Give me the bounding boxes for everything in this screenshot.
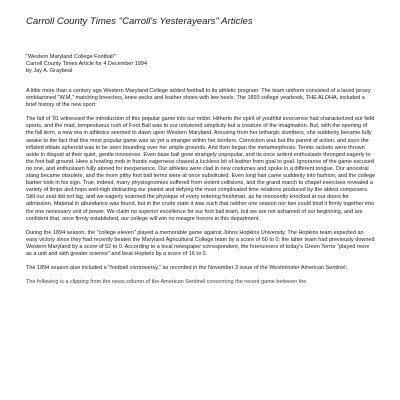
article-header xyxy=(26,54,376,75)
paragraph-1894-season: During the 1894 season, the "college eleven" played a memorable game against Johns Hopkins University. The Hopkins team expected an easy victory since they had recently beaten the Maryland Agricultural College team by a score of 60 to 0; the latter team had previously downed Western Maryland by a score of 52 to 0. According to a local newspaper correspondent, the forerunners of today's Green Terror "played more as a unit and with greater science" and beat Hopkins by a score of 16 to 0. xyxy=(26,229,375,257)
document-title: Carroll County Times "Carroll's Yesterayears" Articles xyxy=(26,16,253,27)
publication-line: Carroll County Times Article for 4 December 1994 xyxy=(26,61,148,67)
paragraph-yearbook-history: The fall of '91 witnessed the introduction of this popular game into our midst. Hitherto the spirit of youthful innocence had characterized our field sports, and the mad, tempestuous rush of Foot Ball was to our untutored simplicity but a creature of the imagination. But, with the opening of the fall term, a new era in athletics seemed to dawn upon Western Maryland. Arousing from her lethargic slumbers, she suddenly became fully awake to the fact that this most popular game was as yet a stranger within her borders. Conviction was but the parent of action, and soon the inflated oblate spheroid was to be seen bounding over her ample grounds. And then began the metamorphosis. Tennis rackets were thrown aside in disgust at their quiet, gentle innocence. Even base ball grew strangely unpopular, and its once ardent enthusiasts thronged eagerly to the foot ball ground. Here a howling mob in frantic eagerness chased a luckless bit of leather from goal to goal. Ignorance of the game excused no one, and enthusiasm fully atoned for inexperience. Our athletes were clad in new costumes and spoke in a different tongue. Our ancestral slang became obsolete, and the more pithy foot ball terms were at once substituted. Even long hair came suddenly into fashion, and the college barber took in his sign. True, indeed, many physiognomies suffered from violent collisions, and the grand march to chapel exercises revealed a variety of limps and hops well-nigh distracting our pianist and defying the most complicated time relations produced by the ablest composers. Still our zeal did not lag, and we eagerly scanned the physique of every entering freshman, as he innocently knocked at our doors for admission. Material in abundance was found, but in the crude state it was such that neither one season nor two could bind it firmly together into the one necessary unit of power. We claim no superior excellence for our foot ball team, but we are not ashamed of our beginning, and are confident that, once firmly established, our college will win no meagre honors in this department. xyxy=(26,116,376,222)
article-title: "Western Maryland College Football" xyxy=(26,54,116,60)
paragraph-cut-off: The following is a clipping from the news column of the American Sentinel concerning the recent game between the xyxy=(26,279,307,286)
document-page xyxy=(26,0,376,400)
paragraph-football-controversy: The 1894 season also included a "football controversy," as recorded in the November 3 issue of the Westminster American Sentinel: xyxy=(26,265,348,272)
byline: by Jay A. Graybeal xyxy=(26,68,73,74)
paragraph-intro: A little more than a century ago Western Maryland College added football to its athletic program. The team uniform consisted of a laced jersey emblazoned "W.M," matching breeches, knee socks and leather shoes with low heels. The 1893 college yearbook, THE ALOHA, included a brief history of the new sport: xyxy=(26,88,371,109)
